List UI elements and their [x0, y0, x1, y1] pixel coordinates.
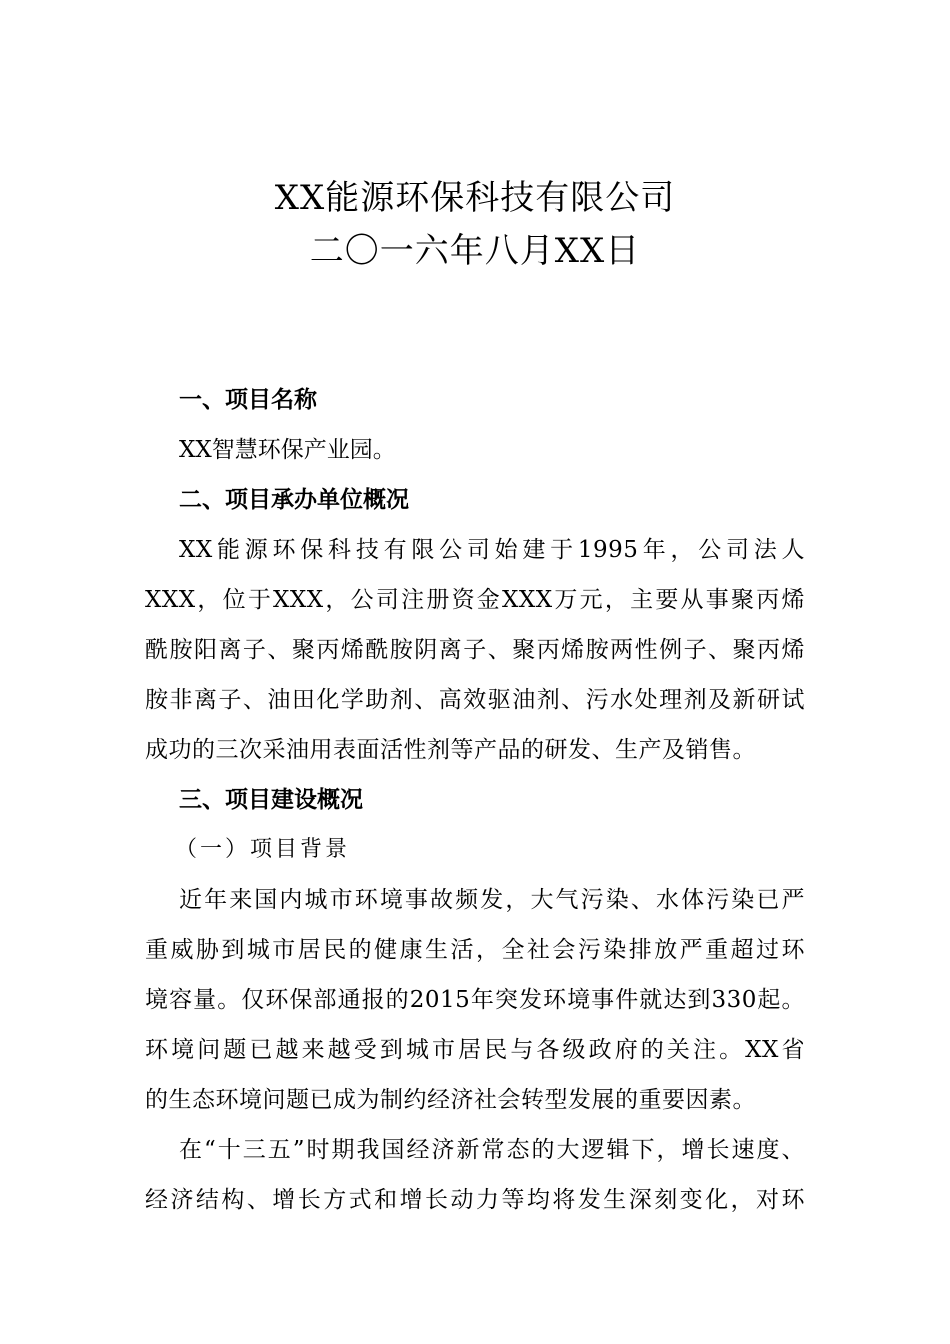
paragraph-line: 胺非离子、油田化学助剂、高效驱油剂、污水处理剂及新研试	[145, 687, 805, 713]
section-1-heading: 一、项目名称	[179, 387, 317, 413]
project-name-text: XX智慧环保产业园。	[179, 437, 396, 463]
paragraph-line: XX能源环保科技有限公司始建于1995年，公司法人	[179, 537, 805, 563]
paragraph-line: 环境问题已越来越受到城市居民与各级政府的关注。XX省	[145, 1037, 805, 1063]
background-paragraph-1	[145, 875, 805, 1125]
subsection-background-heading: （一）项目背景	[175, 837, 351, 862]
cover-date: 二〇一六年八月XX日	[309, 231, 641, 271]
paragraph-line: 在“十三五”时期我国经济新常态的大逻辑下，增长速度、	[179, 1137, 805, 1163]
paragraph-line: 近年来国内城市环境事故频发，大气污染、水体污染已严	[179, 887, 805, 913]
paragraph-line: 重威胁到城市居民的健康生活，全社会污染排放严重超过环	[145, 937, 805, 963]
background-paragraph-2	[145, 1125, 805, 1225]
paragraph-line: 经济结构、增长方式和增长动力等均将发生深刻变化，对环	[145, 1187, 805, 1213]
paragraph-line: 成功的三次采油用表面活性剂等产品的研发、生产及销售。	[145, 737, 756, 763]
document-body	[145, 375, 805, 1225]
company-overview-paragraph	[145, 525, 805, 775]
section-3-heading: 三、项目建设概况	[179, 787, 363, 813]
paragraph-line: 酰胺阳离子、聚丙烯酰胺阴离子、聚丙烯胺两性例子、聚丙烯	[145, 637, 805, 663]
section-2-heading: 二、项目承办单位概况	[179, 487, 409, 513]
paragraph-line: 境容量。仅环保部通报的2015年突发环境事件就达到330起。	[145, 987, 805, 1013]
paragraph-line: XXX，位于XXX，公司注册资金XXX万元，主要从事聚丙烯	[145, 587, 805, 613]
paragraph-line: 的生态环境问题已成为制约经济社会转型发展的重要因素。	[145, 1087, 756, 1113]
company-title: XX能源环保科技有限公司	[274, 178, 676, 218]
